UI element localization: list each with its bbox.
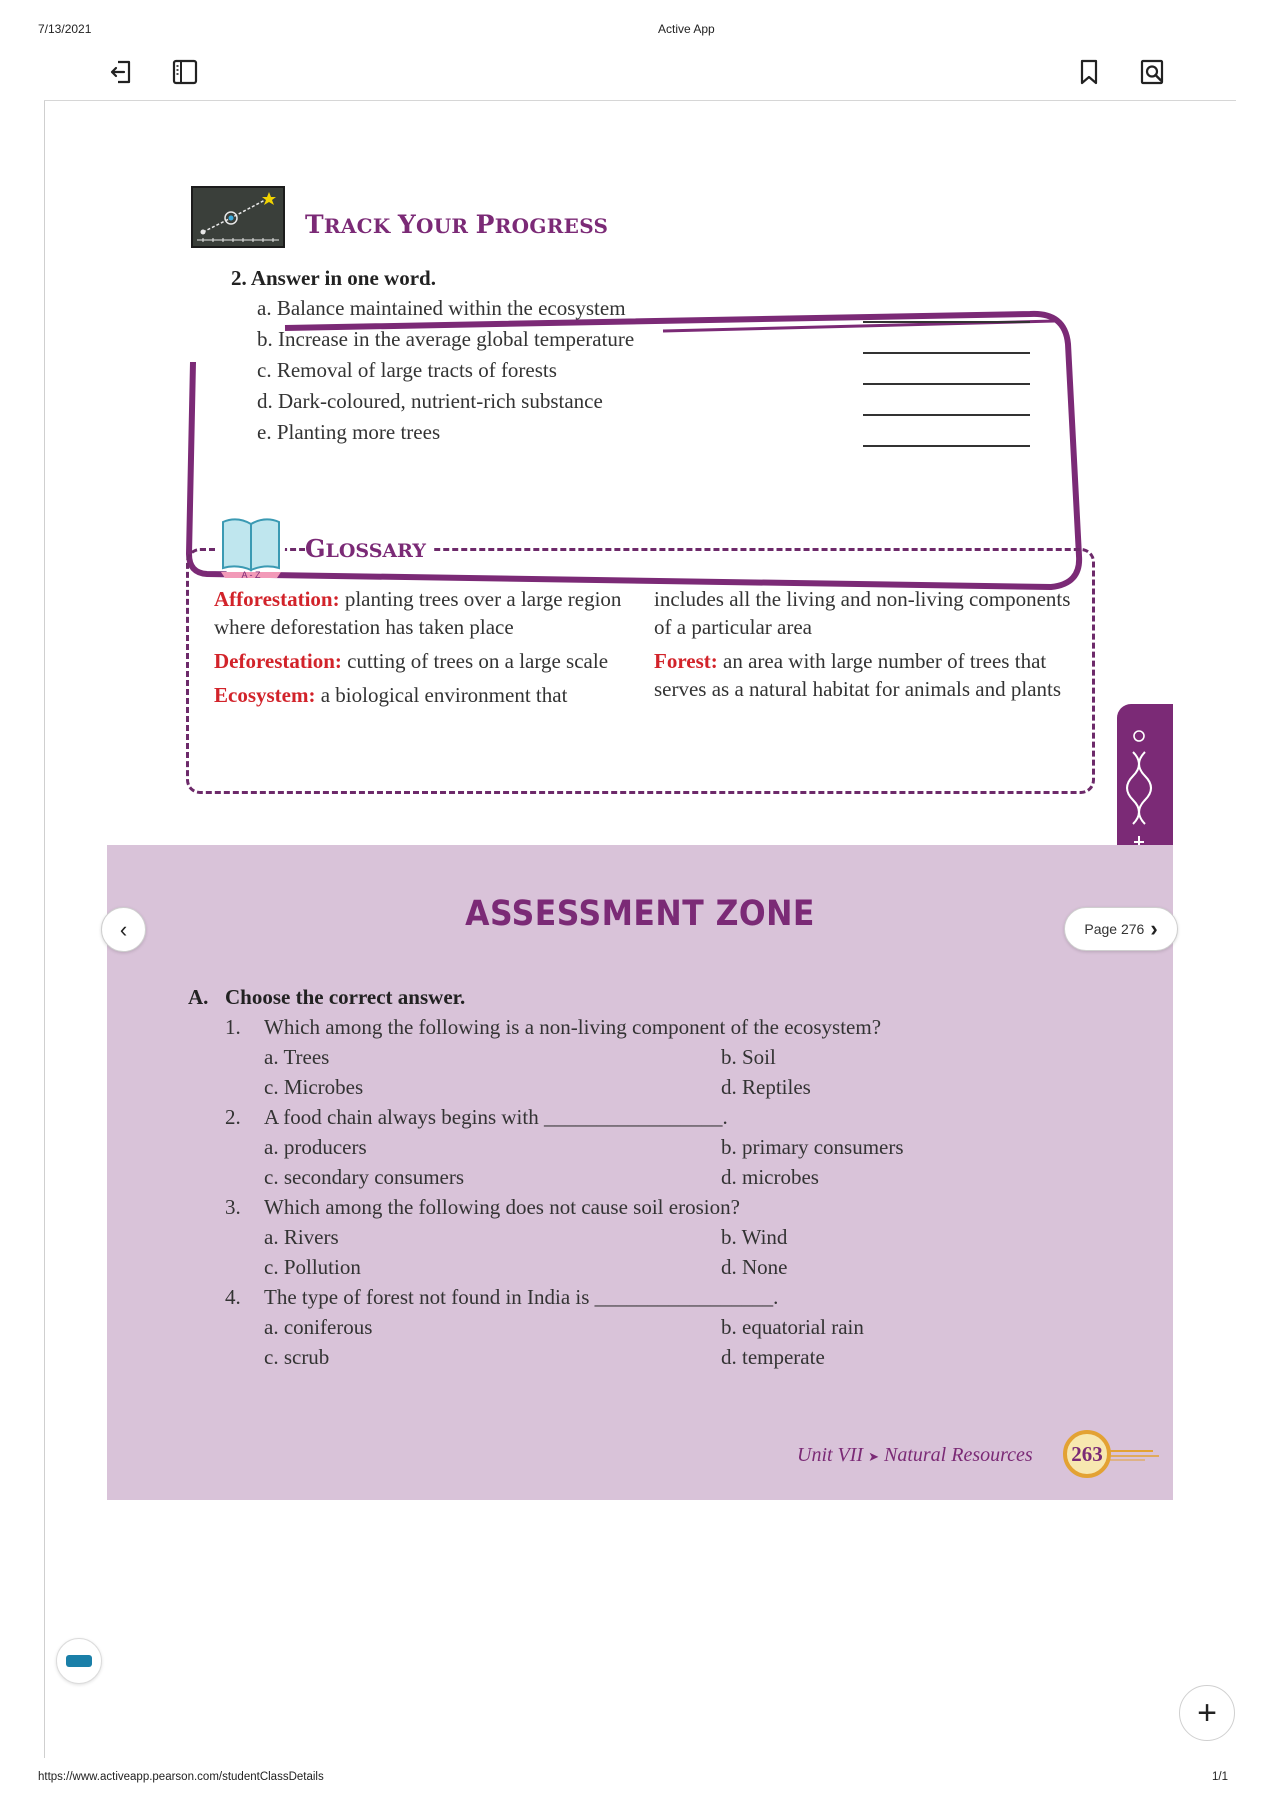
- print-url: https://www.activeapp.pearson.com/studentClassDetails: [38, 1771, 324, 1783]
- glossary-entry: Afforestation: planting trees over a large region where deforestation has taken place: [214, 587, 622, 639]
- answer-option: d. temperate: [721, 1345, 825, 1369]
- answer-blank: [863, 414, 1030, 416]
- glossary-book-icon: [215, 512, 287, 582]
- question-text: A food chain always begins with _________________.: [264, 1105, 728, 1129]
- answer-option: b. equatorial rain: [721, 1315, 864, 1339]
- answer-option: c. secondary consumers: [264, 1165, 465, 1189]
- section-title: Choose the correct answer.: [225, 985, 466, 1009]
- question-number: 1.: [225, 1015, 241, 1039]
- track-progress-item: a. Balance maintained within the ecosystem: [257, 296, 626, 320]
- glossary-entry: Ecosystem: a biological environment that: [214, 683, 568, 707]
- question-number: 2.: [225, 1105, 241, 1129]
- answer-option: a. Trees: [264, 1045, 330, 1069]
- answer-option: a. producers: [264, 1135, 367, 1159]
- print-title: Active App: [658, 22, 715, 36]
- track-progress-question: 2. Answer in one word.: [231, 266, 436, 290]
- search-document-button[interactable]: [1138, 57, 1168, 87]
- bookmark-button[interactable]: [1074, 57, 1104, 87]
- answer-option: b. primary consumers: [721, 1135, 904, 1159]
- answer-option: a. Rivers: [264, 1225, 339, 1249]
- glossary-left-column: [214, 585, 624, 715]
- next-page-button[interactable]: [1064, 907, 1178, 951]
- book-page: [107, 104, 1173, 1500]
- answer-blank: [863, 352, 1030, 354]
- answer-option: a. coniferous: [264, 1315, 373, 1339]
- glossary-right-column: [654, 585, 1084, 709]
- question-number: 3.: [225, 1195, 241, 1219]
- track-progress-item: d. Dark-coloured, nutrient-rich substance: [257, 389, 603, 413]
- assessment-zone: [107, 845, 1173, 1500]
- print-page-count: 1/1: [1212, 1771, 1228, 1783]
- track-progress-item: c. Removal of large tracts of forests: [257, 358, 557, 382]
- answer-option: b. Soil: [721, 1045, 776, 1069]
- bookmark-icon: [1075, 58, 1103, 86]
- progress-chart-icon: [191, 186, 285, 248]
- toolbar-divider: [44, 100, 1236, 101]
- answer-blank: [863, 445, 1030, 447]
- glossary-entry-continued: includes all the living and non-living components of a particular area: [654, 587, 1071, 639]
- section-label: A.: [188, 985, 209, 1009]
- print-date: 7/13/2021: [38, 22, 92, 36]
- chat-button[interactable]: [56, 1638, 102, 1684]
- question-number: 4.: [225, 1285, 241, 1309]
- page-number-badge: 263: [1063, 1430, 1111, 1478]
- previous-page-button[interactable]: [101, 907, 146, 952]
- viewer-left-border: [44, 100, 45, 1758]
- unit-footer: Unit VII ➤ Natural Resources: [797, 1444, 1033, 1466]
- chevron-left-icon: ‹: [119, 916, 128, 942]
- add-button[interactable]: [1179, 1685, 1235, 1741]
- answer-option: d. None: [721, 1255, 788, 1279]
- chevron-right-icon: ›: [1150, 916, 1158, 941]
- glossary-entry: Forest: an area with large number of trees that serves as a natural habitat for animals and plants: [654, 649, 1062, 701]
- svg-text:A - Z: A - Z: [241, 570, 261, 580]
- page-badge-decoration: [1109, 1448, 1159, 1462]
- answer-option: d. microbes: [721, 1165, 819, 1189]
- glossary-title: GLOSSARY: [305, 534, 434, 563]
- question-text: Which among the following is a non-living component of the ecosystem?: [264, 1015, 882, 1039]
- track-progress-title: TRACK YOUR PROGRESS: [305, 210, 609, 239]
- answer-option: c. scrub: [264, 1345, 330, 1369]
- next-page-label: Page 276: [1084, 921, 1145, 937]
- chat-icon: [66, 1655, 92, 1667]
- track-progress-item: b. Increase in the average global temperature: [257, 327, 635, 351]
- answer-option: c. Pollution: [264, 1255, 361, 1279]
- search-document-icon: [1139, 58, 1167, 86]
- exit-icon: [107, 58, 135, 86]
- answer-option: d. Reptiles: [721, 1075, 811, 1099]
- exit-button[interactable]: [106, 57, 136, 87]
- question-text: The type of forest not found in India is _________________.: [264, 1285, 779, 1309]
- answer-option: c. Microbes: [264, 1075, 364, 1099]
- glossary-entry: Deforestation: cutting of trees on a large scale: [214, 649, 609, 673]
- track-progress-item: e. Planting more trees: [257, 420, 441, 444]
- plus-icon: +: [1197, 1693, 1217, 1732]
- answer-option: b. Wind: [721, 1225, 788, 1249]
- panel-toggle-icon: [171, 58, 199, 86]
- panel-toggle-button[interactable]: [170, 57, 200, 87]
- question-text: Which among the following does not cause soil erosion?: [264, 1195, 740, 1219]
- answer-blank: [863, 321, 1030, 323]
- assessment-title: ASSESSMENT ZONE: [465, 894, 815, 934]
- answer-blank: [863, 383, 1030, 385]
